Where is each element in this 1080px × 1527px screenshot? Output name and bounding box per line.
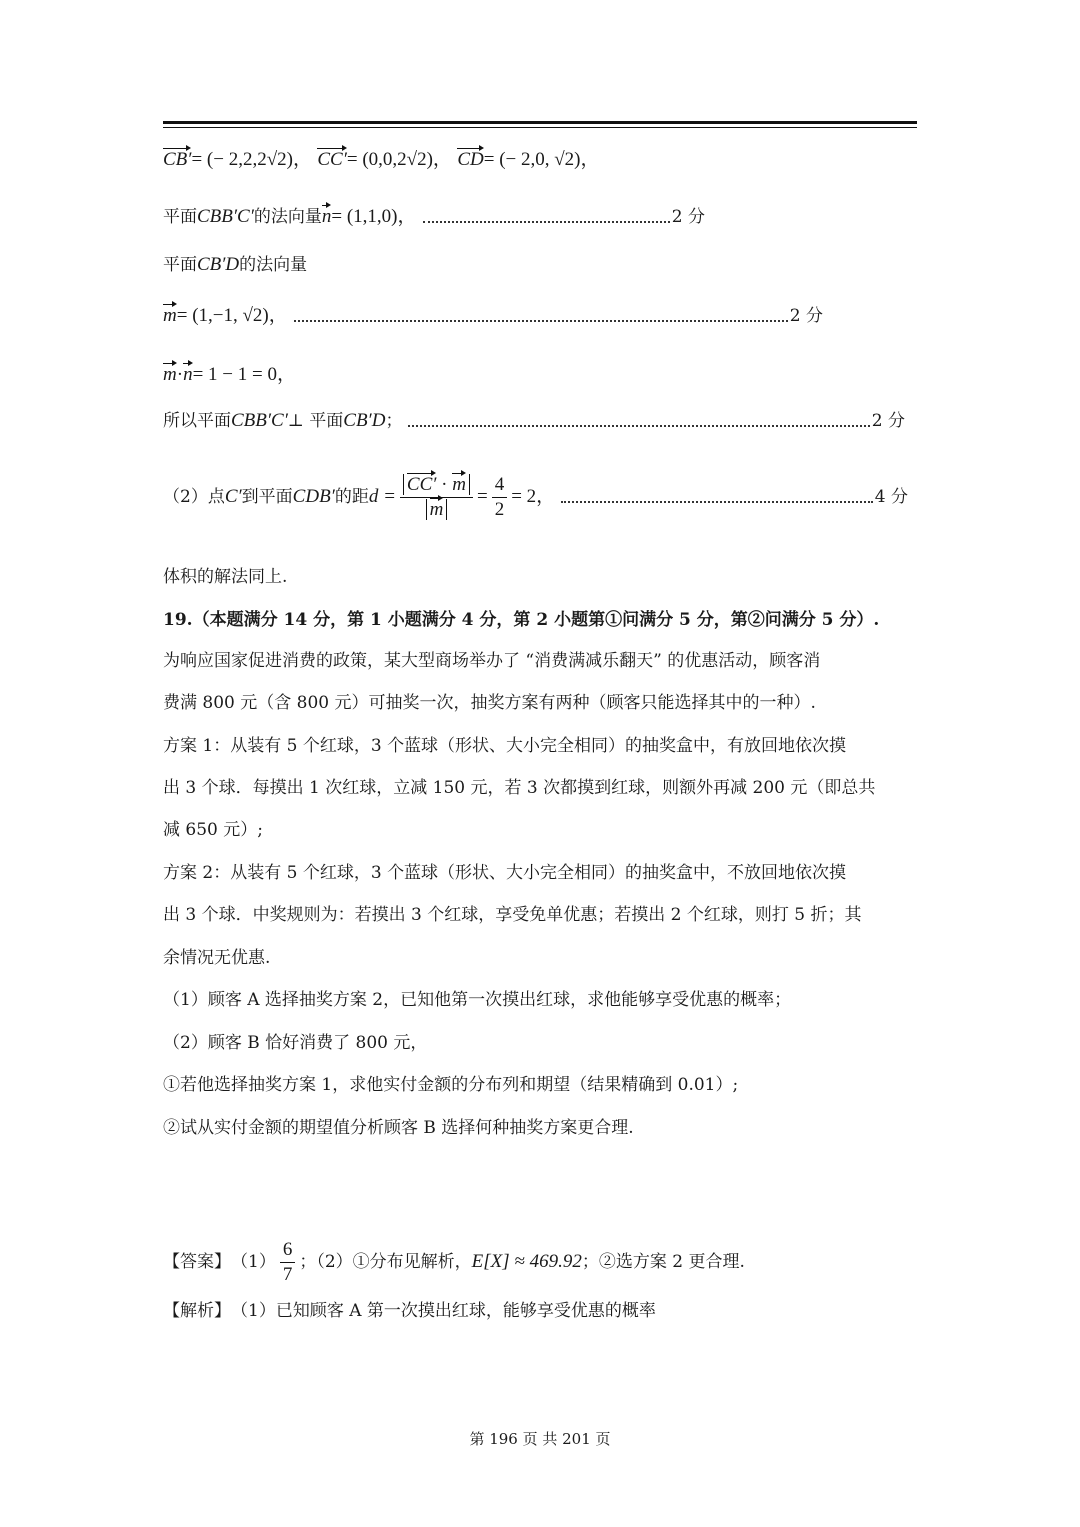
question-text: ②试从实付金额的期望值分析顾客 B 选择何种抽奖方案更合理. (163, 1118, 634, 1138)
vector-cc-prime: CC′ (406, 473, 437, 495)
plane-name: CBB′C′ (231, 410, 288, 431)
vector-value: = (1,1,0)， (331, 206, 417, 227)
vector-cb-prime: CB′ (163, 149, 192, 170)
question-header: 19.（本题满分 14 分，第 1 小题满分 4 分，第 2 小题第①问满分 5 分，第②问满分 5 分）. (163, 610, 880, 630)
question-text: （1）顾客 A 选择抽奖方案 2，已知他第一次摸出红球，求他能够享受优惠的概率； (163, 990, 792, 1010)
dot-product-line (163, 363, 296, 387)
answer-label: 【答案】 (163, 1252, 231, 1272)
answer-fraction (280, 1238, 296, 1287)
vector-m: m (452, 473, 466, 495)
vector-m: m (429, 498, 444, 520)
vectors-line (163, 148, 600, 172)
denominator: 7 (282, 1263, 293, 1285)
question-text: 出 3 个球．每摸出 1 次红球，立减 150 元，若 3 次都摸到红球，则额外再减 200 元（即总共 (163, 778, 876, 798)
vector-cc-prime: CC′ (317, 149, 347, 170)
text: 到平面 (241, 487, 293, 507)
question-text: 余情况无优惠. (163, 948, 271, 968)
normal-m-line (163, 304, 823, 328)
page-footer: 第 196 页 共 201 页 (469, 1430, 611, 1448)
text: 的距 (334, 487, 369, 507)
plane-name: CB′D (197, 254, 240, 275)
numerator: 6 (280, 1238, 296, 1263)
question-text: （2）顾客 B 恰好消费了 800 元， (163, 1033, 428, 1053)
text: ；②选方案 2 更合理. (581, 1252, 745, 1272)
plane-name: CB′D (343, 410, 386, 431)
point-name: C′ (224, 486, 242, 507)
vector-value: = (− 2,0, √2)， (483, 149, 600, 170)
distance-fraction (400, 473, 473, 522)
vector-value: = (− 2,2,2√2)， (191, 149, 312, 170)
plane-name: CBB′C′ (197, 206, 254, 227)
score: 2 分 (789, 306, 823, 326)
header-rule-thin (163, 127, 917, 128)
analysis-label: 【解析】 (163, 1301, 231, 1321)
vector-value: = (1,−1, √2)， (176, 305, 288, 326)
answer-line (163, 1236, 745, 1288)
question-text: 出 3 个球．中奖规则为：若摸出 3 个红球，享受免单优惠；若摸出 2 个红球，则打 5 折；其 (163, 905, 862, 925)
vector-n: n (321, 206, 332, 227)
question-text: 费满 800 元（含 800 元）可抽奖一次，抽奖方案有两种（顾客只能选择其中的一种）. (163, 693, 816, 713)
vector-m: m (163, 305, 177, 326)
analysis-line (163, 1299, 656, 1323)
text: （1） (231, 1252, 276, 1272)
distance-line (163, 457, 908, 537)
text: = 1 − 1 = 0， (192, 364, 296, 385)
question-text: ①若他选择抽奖方案 1，求他实付金额的分布列和期望（结果精确到 0.01）; (163, 1075, 739, 1095)
header-rule-thick (163, 121, 917, 124)
text: · (176, 364, 184, 385)
text: 平面 (163, 207, 197, 227)
fraction (492, 473, 508, 522)
expectation: E[X] ≈ 469.92 (471, 1251, 582, 1272)
dot-leader (408, 415, 869, 427)
vector-n: n (183, 364, 193, 385)
question-text: 方案 1：从装有 5 个红球，3 个蓝球（形状、大小完全相同）的抽奖盒中，有放回地依次摸 (163, 736, 847, 756)
score: 4 分 (874, 487, 908, 507)
question-text: 减 650 元）; (163, 820, 263, 840)
question-text: 为响应国家促进消费的政策，某大型商场举办了 “消费满减乐翻天” 的优惠活动，顾客消 (163, 651, 821, 671)
text: （2）点 (163, 487, 225, 507)
perpendicular-line (163, 409, 905, 433)
dot-leader (561, 491, 873, 503)
normal-n-line (163, 205, 705, 229)
text: ； (385, 411, 403, 431)
vector-cd: CD (457, 149, 484, 170)
text: = (476, 486, 488, 507)
text: 的法向量 (253, 207, 322, 227)
question-text: 方案 2：从装有 5 个红球，3 个蓝球（形状、大小完全相同）的抽奖盒中，不放回地依次摸 (163, 863, 847, 883)
score: 2 分 (671, 207, 705, 227)
text: · (436, 473, 453, 495)
text: （1）已知顾客 A 第一次摸出红球，能够享受优惠的概率 (231, 1301, 656, 1321)
text: ；（2）①分布见解析， (299, 1252, 472, 1272)
text: 所以平面 (163, 411, 231, 431)
text: 平面 (163, 255, 197, 275)
denominator: 2 (494, 498, 505, 520)
normal-m-label-line (163, 253, 307, 277)
dot-leader (294, 310, 788, 322)
vector-value: = (0,0,2√2)， (346, 149, 452, 170)
volume-note: 体积的解法同上. (163, 567, 288, 587)
numerator: 4 (492, 473, 508, 498)
vector-m: m (163, 364, 177, 385)
text: 的法向量 (239, 255, 308, 275)
text: d = (368, 486, 396, 507)
text: = 2， (511, 486, 556, 507)
text: ⊥ 平面 (287, 411, 344, 431)
score: 2 分 (871, 411, 905, 431)
plane-name: CDB′ (292, 486, 335, 507)
dot-leader (423, 211, 670, 223)
